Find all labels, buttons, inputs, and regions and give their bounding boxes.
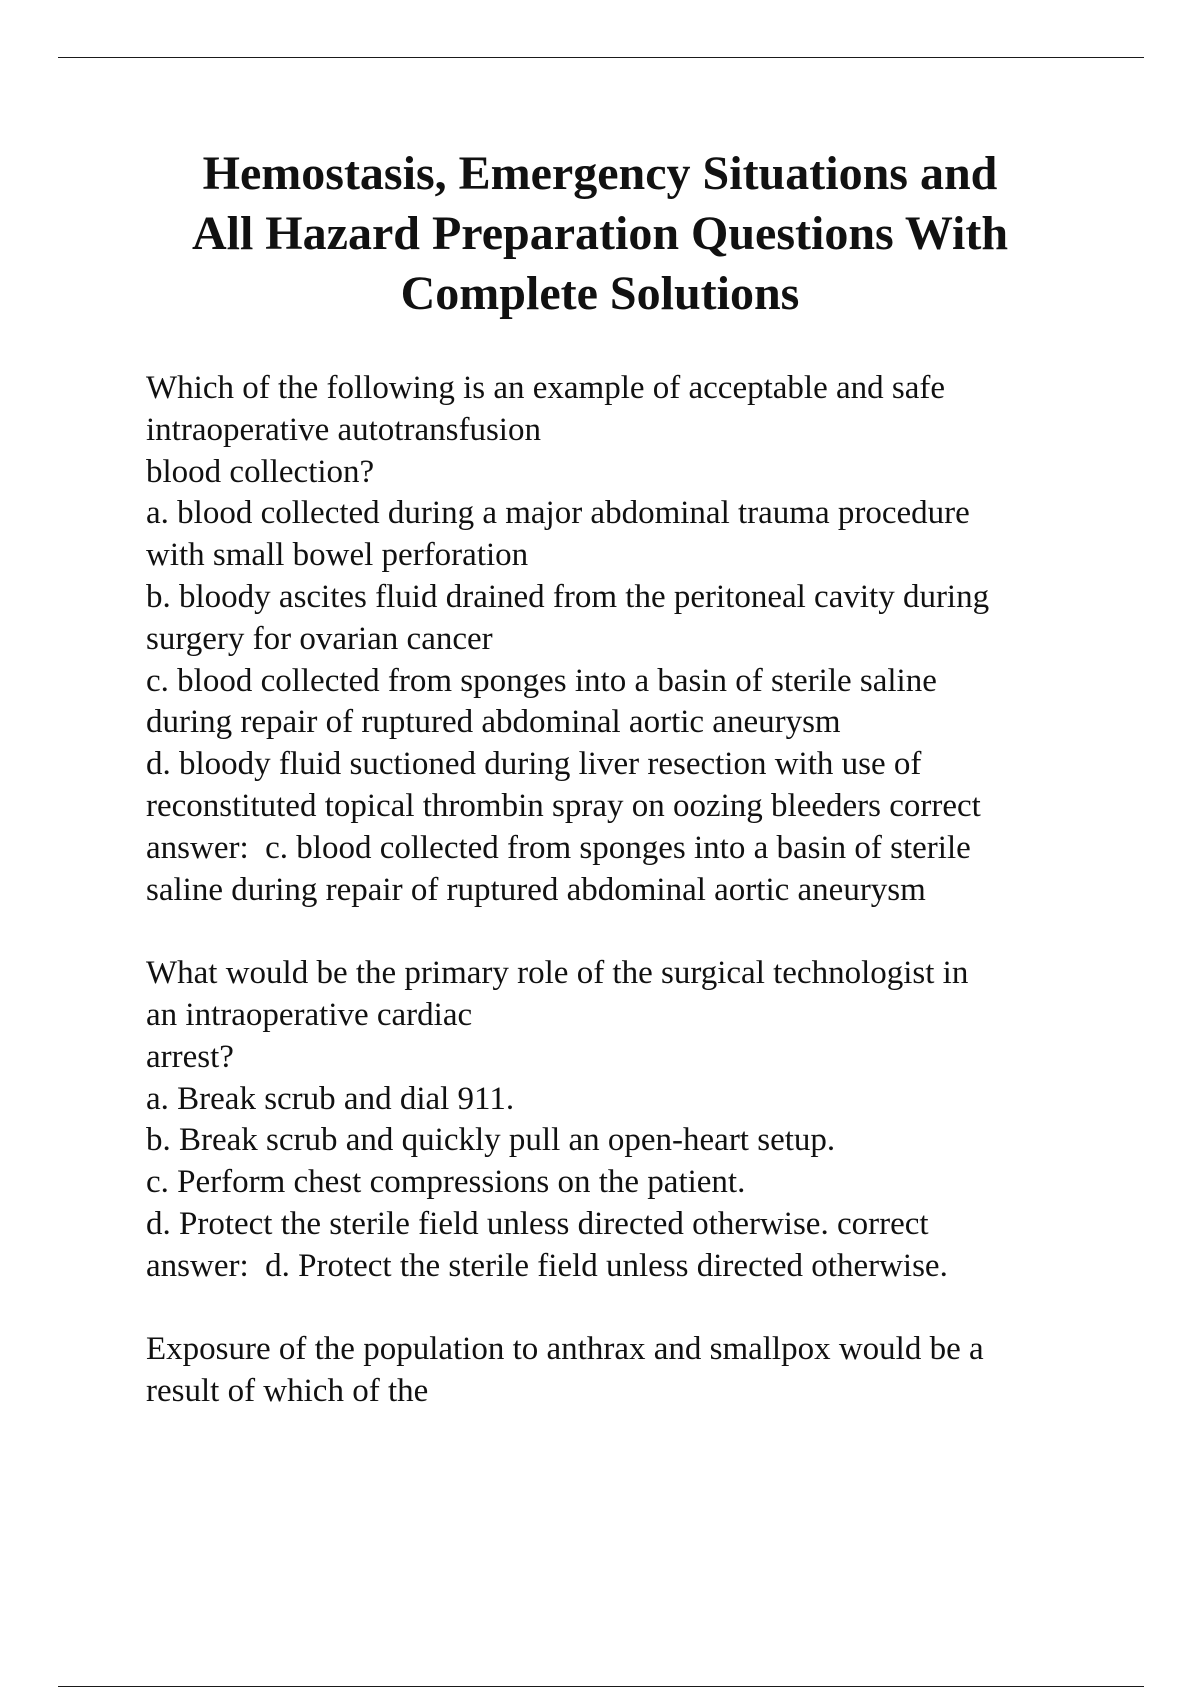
text-line: a. Break scrub and dial 911. — [146, 1080, 515, 1117]
text-line: c. Perform chest compressions on the patient. — [146, 1164, 746, 1201]
title-line: Complete Solutions — [400, 267, 800, 320]
text-line: Which of the following is an example of acceptable and safe — [146, 370, 946, 406]
text-line: Exposure of the population to anthrax and smallpox would be a — [146, 1331, 984, 1368]
text-line: during repair of ruptured abdominal aortic aneurysm — [146, 704, 841, 741]
text-line: result of which of the — [146, 1373, 429, 1410]
text-line: What would be the primary role of the surgical technologist in — [146, 955, 969, 992]
text-line: d. Protect the sterile field unless directed otherwise. correct — [146, 1205, 929, 1242]
text-line: surgery for ovarian cancer — [146, 620, 493, 657]
text-line: d. bloody fluid suctioned during liver resection with use of — [146, 746, 922, 783]
title-line: All Hazard Preparation Questions With — [191, 207, 1009, 260]
text-line: a. blood collected during a major abdominal trauma procedure — [146, 495, 970, 532]
text-line: saline during repair of ruptured abdominal aortic aneurysm — [146, 871, 926, 908]
text-line: answer: d. Protect the sterile field unless directed otherwise. — [146, 1247, 948, 1284]
text-line: arrest? — [146, 1038, 234, 1075]
text-line: reconstituted topical thrombin spray on oozing bleeders correct — [146, 787, 981, 824]
text-line: blood collection? — [146, 453, 375, 490]
text-line: intraoperative autotransfusion — [146, 411, 541, 448]
text-line: an intraoperative cardiac — [146, 996, 473, 1033]
top-rule — [58, 57, 1144, 58]
text-line: b. bloody ascites fluid drained from the peritoneal cavity during — [146, 578, 990, 615]
question-block-1 — [146, 368, 1086, 911]
document-title — [150, 144, 1050, 324]
text-line: answer: c. blood collected from sponges into a basin of sterile — [146, 829, 971, 866]
document-body — [146, 368, 1086, 1455]
text-line: b. Break scrub and quickly pull an open-heart setup. — [146, 1122, 836, 1159]
text-line: with small bowel perforation — [146, 537, 529, 574]
question-block-3 — [146, 1329, 1086, 1413]
question-block-2 — [146, 953, 1086, 1287]
text-line: c. blood collected from sponges into a basin of sterile saline — [146, 662, 937, 699]
bottom-rule — [58, 1686, 1144, 1687]
title-line: Hemostasis, Emergency Situations and — [202, 147, 998, 200]
